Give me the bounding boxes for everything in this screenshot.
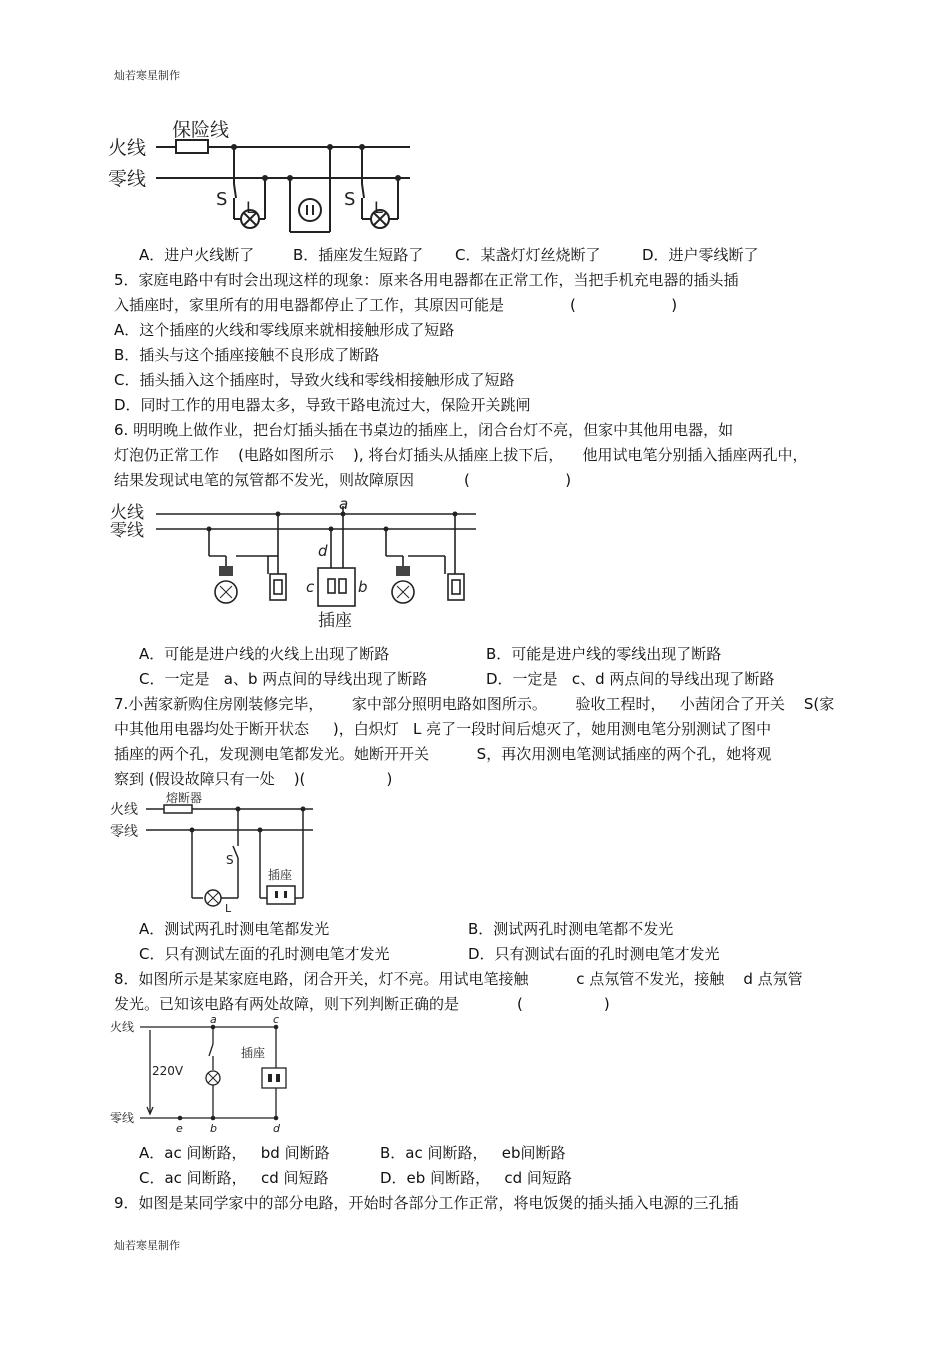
neutral-wire-label: 零线	[110, 824, 138, 840]
point-d-label: d	[318, 542, 328, 560]
q7-stem-line-1: 7.小茜家新购住房刚装修完毕， 家中部分照明电路如图所示。 验收工程时， 小茜闭合了开关 S(家	[114, 695, 835, 713]
q4-option-d: D．进户零线断了	[642, 246, 759, 264]
q4-option-a: A．进户火线断了	[139, 246, 255, 264]
point-e-label: e	[176, 1122, 183, 1135]
q8-option-b: B．ac 间断路， eb间断路	[380, 1144, 566, 1162]
q4-circuit-diagram	[108, 112, 418, 240]
q7-circuit-diagram	[108, 788, 323, 913]
q7-option-a: A．测试两孔时测电笔都发光	[139, 920, 330, 938]
q5-option-c: C．插头插入这个插座时，导致火线和零线相接触形成了短路	[114, 371, 515, 389]
q6-option-b: B．可能是进户线的零线出现了断路	[486, 645, 722, 663]
neutral-wire-label: 零线	[108, 168, 147, 190]
q6-option-a: A．可能是进户线的火线上出现了断路	[139, 645, 390, 663]
live-wire-label: 火线	[110, 503, 144, 523]
q4-option-c: C．某盏灯灯丝烧断了	[455, 246, 601, 264]
q8-stem-line-1: 8．如图所示是某家庭电路，闭合开关，灯不亮。用试电笔接触 c 点氖管不发光，接触 d 点氖管	[114, 970, 803, 988]
q5-option-a: A．这个插座的火线和零线原来就相接触形成了短路	[114, 321, 455, 339]
q6-stem-line-1: 6. 明明晚上做作业，把台灯插头插在书桌边的插座上，闭合台灯不亮，但家中其他用电器，如	[114, 421, 734, 439]
q8-option-d: D．eb 间断路， cd 间短路	[380, 1169, 572, 1187]
q7-option-c: C．只有测试左面的孔时测电笔才发光	[139, 945, 390, 963]
point-b-label: b	[210, 1122, 217, 1135]
q5-answer-paren: ( )	[570, 296, 678, 314]
q5-option-d: D．同时工作的用电器太多，导致干路电流过大，保险开关跳闸	[114, 396, 531, 414]
q7-stem-line-4: 察到 (假设故障只有一处 )( )	[114, 770, 393, 788]
point-d-label: d	[273, 1122, 280, 1135]
q8-answer-paren: ( )	[517, 995, 610, 1013]
fuse-label: 熔断器	[166, 791, 203, 805]
point-c-label: c	[273, 1013, 280, 1026]
lamp-label-2: L	[374, 198, 383, 217]
page-header: 灿若寒星制作	[114, 69, 180, 82]
socket-label: 插座	[318, 611, 352, 631]
q8-circuit-diagram	[108, 1012, 308, 1137]
live-wire-label: 火线	[110, 1020, 135, 1034]
q8-stem-line-2: 发光。已知该电路有两处故障，则下列判断正确的是	[114, 995, 460, 1013]
q8-option-a: A．ac 间断路， bd 间断路	[139, 1144, 330, 1162]
voltage-label: 220V	[152, 1064, 184, 1078]
point-c-label: c	[306, 578, 315, 596]
q5-stem-line-1: 5．家庭电路中有时会出现这样的现象：原来各用电器都在正常工作，当把手机充电器的插头插	[114, 271, 739, 289]
q8-option-c: C．ac 间断路， cd 间短路	[139, 1169, 329, 1187]
lamp-label: L	[225, 902, 232, 913]
switch-label-1: S	[216, 189, 228, 210]
q5-stem-line-2: 入插座时，家里所有的用电器都停止了工作，其原因可能是	[114, 296, 505, 314]
q6-stem-line-3: 结果发现试电笔的氖管都不发光，则故障原因	[114, 471, 415, 489]
q6-stem-line-2: 灯泡仍正常工作 (电路如图所示 ), 将台灯插头从插座上拔下后， 他用试电笔分别插入插座两孔中，	[114, 446, 808, 464]
q9-stem-line-1: 9．如图是某同学家中的部分电路，开始时各部分工作正常，将电饭煲的插头插入电源的三孔插	[114, 1194, 739, 1212]
live-wire-label: 火线	[108, 137, 147, 159]
live-wire-label: 火线	[110, 802, 138, 818]
point-b-label: b	[358, 578, 368, 596]
q7-stem-line-3: 插座的两个孔，发现测电笔都发光。她断开开关 S，再次用测电笔测试插座的两个孔，她将观	[114, 745, 772, 763]
q7-stem-line-2: 中其他用电器均处于断开状态 )，白炽灯 L 亮了一段时间后熄灭了，她用测电笔分别测试了图中	[114, 720, 772, 738]
socket-label: 插座	[268, 868, 293, 882]
q6-option-d: D．一定是 c、d 两点间的导线出现了断路	[486, 670, 775, 688]
q4-option-b: B．插座发生短路了	[293, 246, 424, 264]
q6-answer-paren: ( )	[464, 471, 572, 489]
q7-option-d: D．只有测试右面的孔时测电笔才发光	[468, 945, 720, 963]
switch-label-2: S	[344, 189, 356, 210]
q6-option-c: C．一定是 a、b 两点间的导线出现了断路	[139, 670, 428, 688]
point-a-label: a	[339, 496, 349, 513]
q5-option-b: B．插头与这个插座接触不良形成了断路	[114, 346, 380, 364]
point-a-label: a	[210, 1013, 217, 1026]
page-footer: 灿若寒星制作	[114, 1239, 180, 1252]
q7-option-b: B．测试两孔时测电笔都不发光	[468, 920, 674, 938]
switch-label: S	[226, 853, 234, 867]
neutral-wire-label: 零线	[110, 521, 144, 541]
q6-circuit-diagram	[108, 496, 483, 636]
neutral-wire-label: 零线	[110, 1111, 135, 1125]
lamp-label-1: L	[246, 198, 255, 217]
socket-label: 插座	[241, 1046, 266, 1060]
fuse-label: 保险线	[172, 119, 230, 141]
